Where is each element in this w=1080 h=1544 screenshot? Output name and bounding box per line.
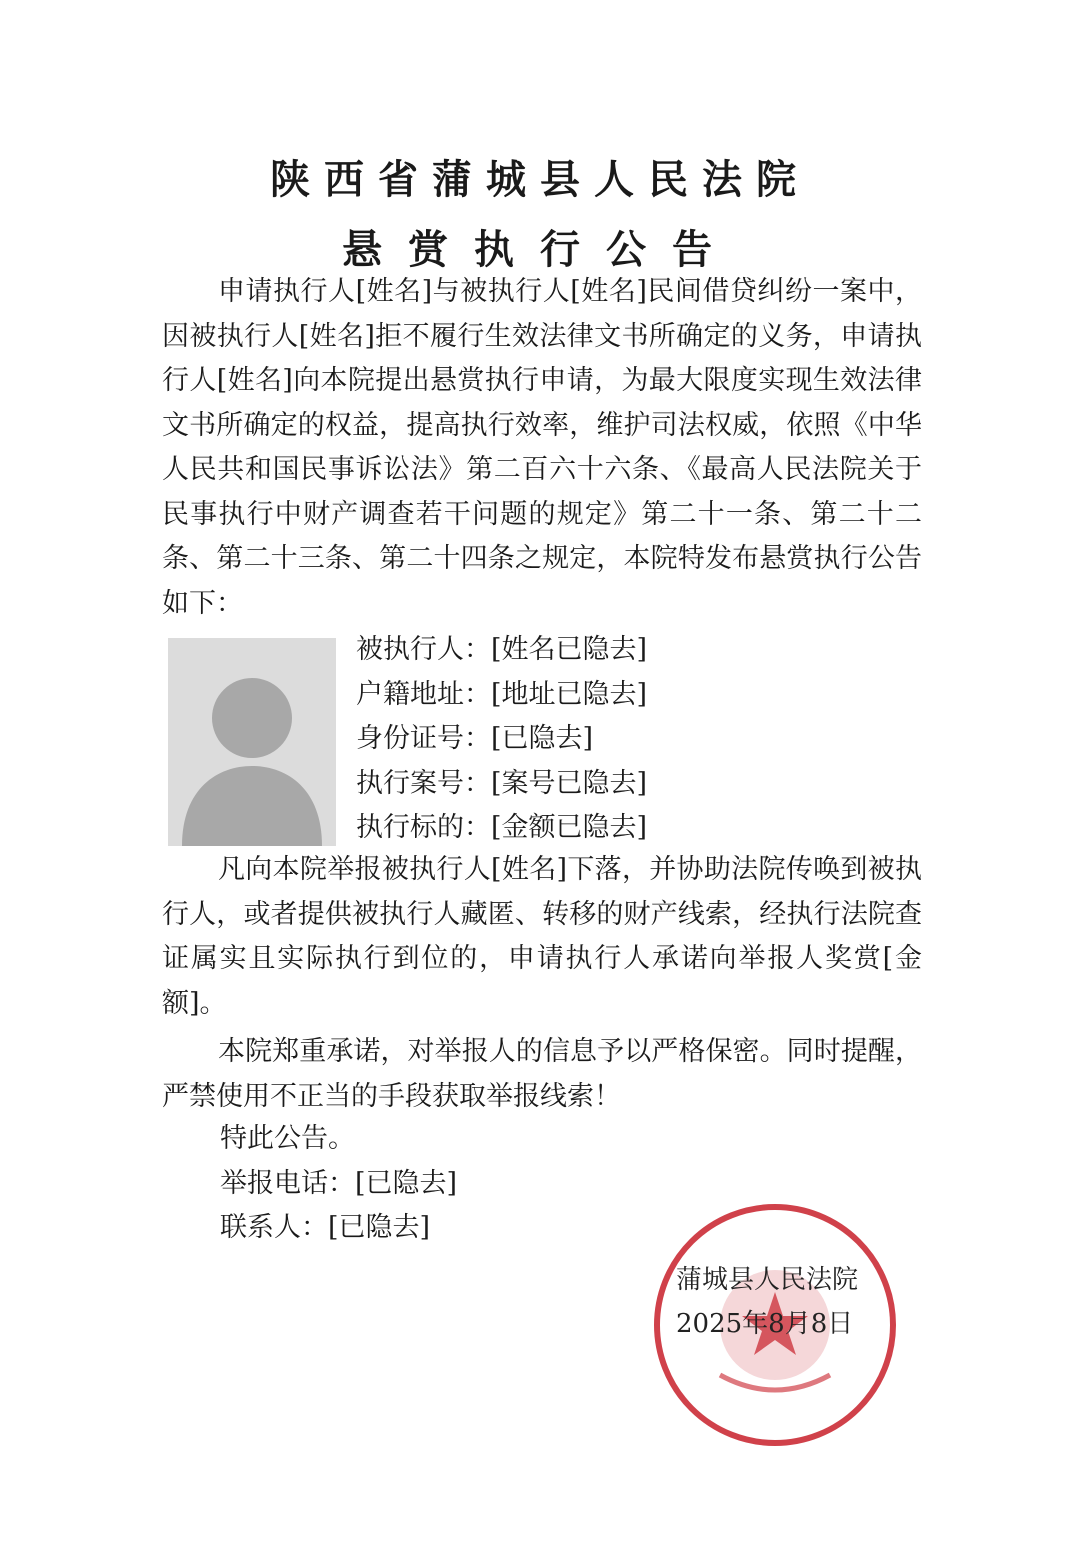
report-phone: 举报电话：[已隐去] bbox=[220, 1167, 458, 1199]
info-row-name bbox=[356, 628, 936, 673]
info-row-address bbox=[356, 673, 936, 718]
confidentiality-paragraph: 本院郑重承诺，对举报人的信息予以严格保密。同时提醒，严禁使用不正当的手段获取举报线索！ bbox=[162, 1036, 922, 1112]
signature-block bbox=[676, 1258, 858, 1346]
info-value: [地址已隐去] bbox=[491, 678, 648, 710]
info-label: 被执行人： bbox=[356, 634, 491, 665]
reward-paragraph: 凡向本院举报被执行人[姓名]下落，并协助法院传唤到被执行人，或者提供被执行人藏匿、转移的财产线索，经执行法院查证属实且实际执行到位的，申请执行人承诺向举报人奖赏[金额]。 bbox=[162, 854, 922, 1019]
info-row-amount bbox=[356, 806, 936, 851]
court-name-heading: 陕西省蒲城县人民法院 bbox=[270, 157, 810, 203]
closing-block bbox=[220, 1117, 457, 1251]
info-value: [姓名已隐去] bbox=[491, 634, 648, 665]
info-label: 执行案号： bbox=[356, 767, 491, 799]
subject-info-list bbox=[356, 628, 936, 851]
signature-date: 2025年8月8日 bbox=[676, 1309, 854, 1339]
info-value: [已隐去] bbox=[491, 723, 594, 754]
person-silhouette-icon bbox=[168, 638, 336, 846]
info-value: [金额已隐去] bbox=[491, 812, 648, 843]
signature-court: 蒲城县人民法院 bbox=[676, 1265, 859, 1295]
info-label: 身份证号： bbox=[356, 723, 491, 754]
info-row-id-number bbox=[356, 717, 936, 762]
info-value: [案号已隐去] bbox=[491, 767, 648, 799]
info-row-case-number bbox=[356, 762, 936, 807]
contact-person: 联系人：[已隐去] bbox=[220, 1212, 431, 1243]
info-label: 执行标的： bbox=[356, 812, 491, 843]
closing-notice: 特此公告。 bbox=[220, 1123, 355, 1154]
intro-paragraph: 申请执行人[姓名]与被执行人[姓名]民间借贷纠纷一案中，因被执行人[姓名]拒不履行生效法律文书所确定的义务，申请执行人[姓名]向本院提出悬赏执行申请，为最大限度实现生效法律文书所确定的权益，提高执行效率，维护司法权威，依照《中华人民共和国民事诉讼法》第二百六十六条、《最高人民法院关于民事执行中财产调查若干问题的规定》第二十一条、第二十二条、第二十三条、第二十四条之规定，本院特发布悬赏执行公告如下： bbox=[162, 276, 922, 619]
info-label: 户籍地址： bbox=[356, 678, 491, 710]
subject-photo-placeholder bbox=[168, 638, 336, 846]
notice-title: 悬赏执行公告 bbox=[342, 227, 738, 273]
